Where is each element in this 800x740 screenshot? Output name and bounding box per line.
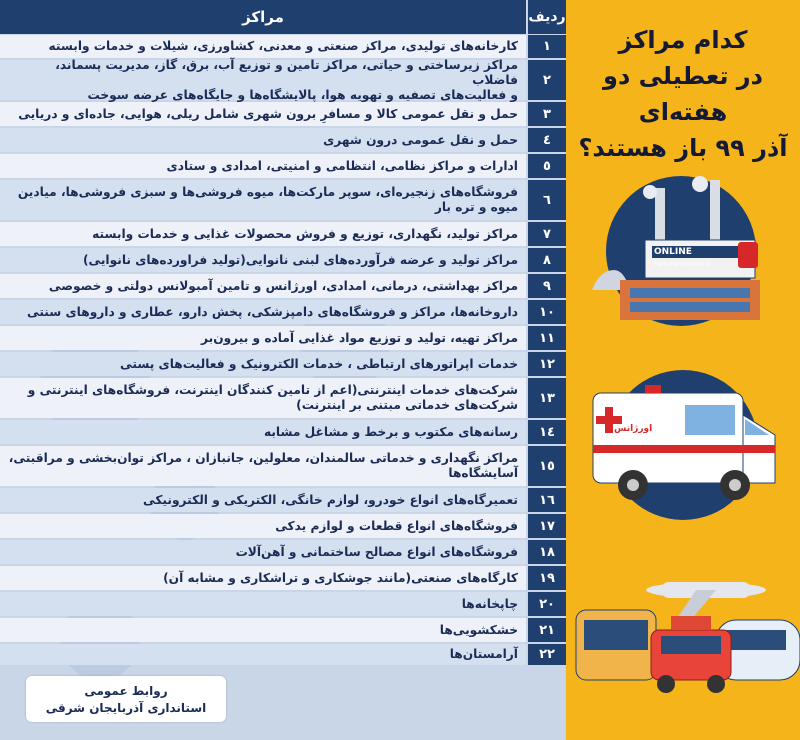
row-number: ۲۱ xyxy=(528,618,566,642)
table-row xyxy=(0,592,566,616)
table-rows xyxy=(0,35,566,667)
row-text-line: مراکز تولید و عرضه فرآورده‌های لبنی نانوایی(تولید فراورده‌های نانوایی) xyxy=(82,252,518,267)
table-row xyxy=(0,540,566,564)
table-row xyxy=(0,644,566,665)
row-number: ۱٥ xyxy=(528,446,566,486)
table-row xyxy=(0,180,566,220)
row-text xyxy=(0,35,526,58)
row-number: ۹ xyxy=(528,274,566,298)
table-row xyxy=(0,566,566,590)
row-text xyxy=(0,446,526,486)
header-markaz: مراکز xyxy=(0,0,526,34)
footer-line-2: استانداری آذربایجان شرقی xyxy=(45,700,207,715)
row-text-line: تعمیرگاه‌های انواع خودرو، لوازم خانگی، الکتریکی و الکترونیکی xyxy=(143,492,518,507)
row-number: ۱۷ xyxy=(528,514,566,538)
table-row xyxy=(0,128,566,152)
table-row xyxy=(0,35,566,58)
row-number: ۱۸ xyxy=(528,540,566,564)
row-text xyxy=(0,378,526,418)
table-row xyxy=(0,378,566,418)
row-text-line: شرکت‌های خدماتی مبتنی بر اینترنت) xyxy=(296,398,518,412)
row-text xyxy=(0,514,526,538)
row-text xyxy=(0,300,526,324)
row-number: ۱٤ xyxy=(528,420,566,444)
row-number: ۱۰ xyxy=(528,300,566,324)
row-text-line: کارخانه‌های تولیدی، مراکز صنعتی و معدنی، کشاورزی، شیلات و خدمات وابسته xyxy=(48,39,518,53)
row-number: ۷ xyxy=(528,222,566,246)
row-text-line: شرکت‌های خدمات اینترنتی(اعم از تامین کنندگان اینترنت، فروشگاه‌های اینترنتی و xyxy=(27,383,518,397)
row-text-line: مراکز بهداشتی، درمانی، امدادی، اورژانس و تامین آمبولانس دولتی و خصوصی xyxy=(48,278,518,293)
row-text xyxy=(0,248,526,272)
header-radif: ردیف xyxy=(528,0,566,34)
row-text-line: داروخانه‌ها، مراکز و فروشگاه‌های دامپزشکی، پخش دارو، عطاری و داروهای سنتی xyxy=(27,304,518,319)
row-text-line: مراکز تهیه، تولید و توزیع مواد غذایی آماده و بیرون‌بر xyxy=(201,330,518,345)
headline xyxy=(572,22,794,166)
table-row xyxy=(0,488,566,512)
row-text-line: فروشگاه‌های انواع مصالح ساختمانی و آهن‌آلات xyxy=(235,544,518,559)
row-text xyxy=(0,644,526,665)
headline-line-1: کدام مراکز xyxy=(618,26,748,54)
row-text-line: مراکز نگهداری و خدماتی سالمندان، معلولین، جانبازان ، مراکز توان‌بخشی و مراقبتی، xyxy=(8,451,518,465)
row-text xyxy=(0,128,526,152)
row-text-line: خشکشویی‌ها xyxy=(439,622,518,637)
row-number: ٤ xyxy=(528,128,566,152)
row-text xyxy=(0,222,526,246)
table-row xyxy=(0,446,566,486)
row-text-line: حمل و نقل عمومی درون شهری xyxy=(323,132,518,147)
factory-banner-title: ONLINE xyxy=(654,247,692,257)
row-number: ۸ xyxy=(528,248,566,272)
row-text-line: مراکز زیرساختی و حیاتی، مراکز تامین و توزیع آب، برق، گاز، مدیریت پسماند، فاضلاب xyxy=(55,57,518,87)
table-row xyxy=(0,154,566,178)
row-number: ۲۲ xyxy=(528,644,566,665)
row-number: ۳ xyxy=(528,102,566,126)
row-text xyxy=(0,326,526,350)
row-text xyxy=(0,592,526,616)
headline-line-3: آذر ۹۹ باز هستند؟ xyxy=(578,134,788,162)
table-row xyxy=(0,618,566,642)
row-text-line: فروشگاه‌های زنجیره‌ای، سوپر مارکت‌ها، میوه فروشی‌ها و سبزی فروشی‌ها، میادین xyxy=(17,185,518,199)
table-header xyxy=(0,0,566,34)
row-number: ۱٦ xyxy=(528,488,566,512)
row-number: ۱۱ xyxy=(528,326,566,350)
row-text xyxy=(0,102,526,126)
row-text-line: مراکز تولید، نگهداری، توزیع و فروش محصولات غذایی و خدمات وابسته xyxy=(92,226,518,241)
row-text-line: رسانه‌های مکتوب و برخط و مشاغل مشابه xyxy=(263,424,518,439)
factory-banner-site: hamshahrionline.ir xyxy=(654,261,711,268)
table-row xyxy=(0,274,566,298)
footer-line-1: روابط عمومی xyxy=(84,683,168,698)
row-text-line: فروشگاه‌های انواع قطعات و لوازم یدکی xyxy=(275,518,518,533)
row-text-line: و فعالیت‌های تصفیه و تهویه هوا، پالایشگاه‌ها و جایگاه‌های عرضه سوخت xyxy=(87,87,518,102)
row-text xyxy=(0,154,526,178)
table-row xyxy=(0,326,566,350)
row-text xyxy=(0,566,526,590)
table-row xyxy=(0,248,566,272)
row-text xyxy=(0,180,526,220)
row-number: ۱۳ xyxy=(528,378,566,418)
row-number: ۱ xyxy=(528,35,566,58)
table-row xyxy=(0,514,566,538)
row-text-line: خدمات اپراتورهای ارتباطی ، خدمات الکترونیک و فعالیت‌های پستی xyxy=(120,356,518,371)
row-text xyxy=(0,420,526,444)
footer-credit xyxy=(26,676,226,722)
row-text xyxy=(0,57,526,102)
row-number: ۲۰ xyxy=(528,592,566,616)
ambulance-label: اورژانس xyxy=(614,424,653,434)
row-text xyxy=(0,618,526,642)
table-row xyxy=(0,420,566,444)
headline-line-2: در تعطیلی دو هفته‌ای xyxy=(603,62,763,126)
row-text-line: حمل و نقل عمومی کالا و مسافرِ برون شهری شامل ریلی، هوایی، جاده‌ای و دریایی xyxy=(18,106,518,121)
row-text-line: میوه و تره بار xyxy=(434,200,518,214)
table-row xyxy=(0,222,566,246)
row-text-line: کارگاه‌های صنعتی(مانند جوشکاری و تراشکاری و مشابه آن) xyxy=(163,570,518,585)
row-text xyxy=(0,352,526,376)
row-text-line: آرامستان‌ها xyxy=(449,647,518,661)
row-number: ۲ xyxy=(528,60,566,100)
ambulance-icon xyxy=(585,385,785,515)
row-text-line: چاپخانه‌ها xyxy=(461,596,518,611)
row-text xyxy=(0,488,526,512)
row-text xyxy=(0,540,526,564)
table-row xyxy=(0,57,566,102)
table-row xyxy=(0,102,566,126)
table-row xyxy=(0,300,566,324)
table-row xyxy=(0,352,566,376)
row-text xyxy=(0,274,526,298)
row-number: ۱۲ xyxy=(528,352,566,376)
row-number: ٦ xyxy=(528,180,566,220)
row-number: ۱۹ xyxy=(528,566,566,590)
transport-icon xyxy=(566,560,800,710)
row-text-line: آسایشگاه‌ها xyxy=(448,466,518,480)
row-text-line: ادارات و مراکز نظامی، انتظامی و امنیتی، امدادی و ستادی xyxy=(166,158,518,173)
row-number: ٥ xyxy=(528,154,566,178)
